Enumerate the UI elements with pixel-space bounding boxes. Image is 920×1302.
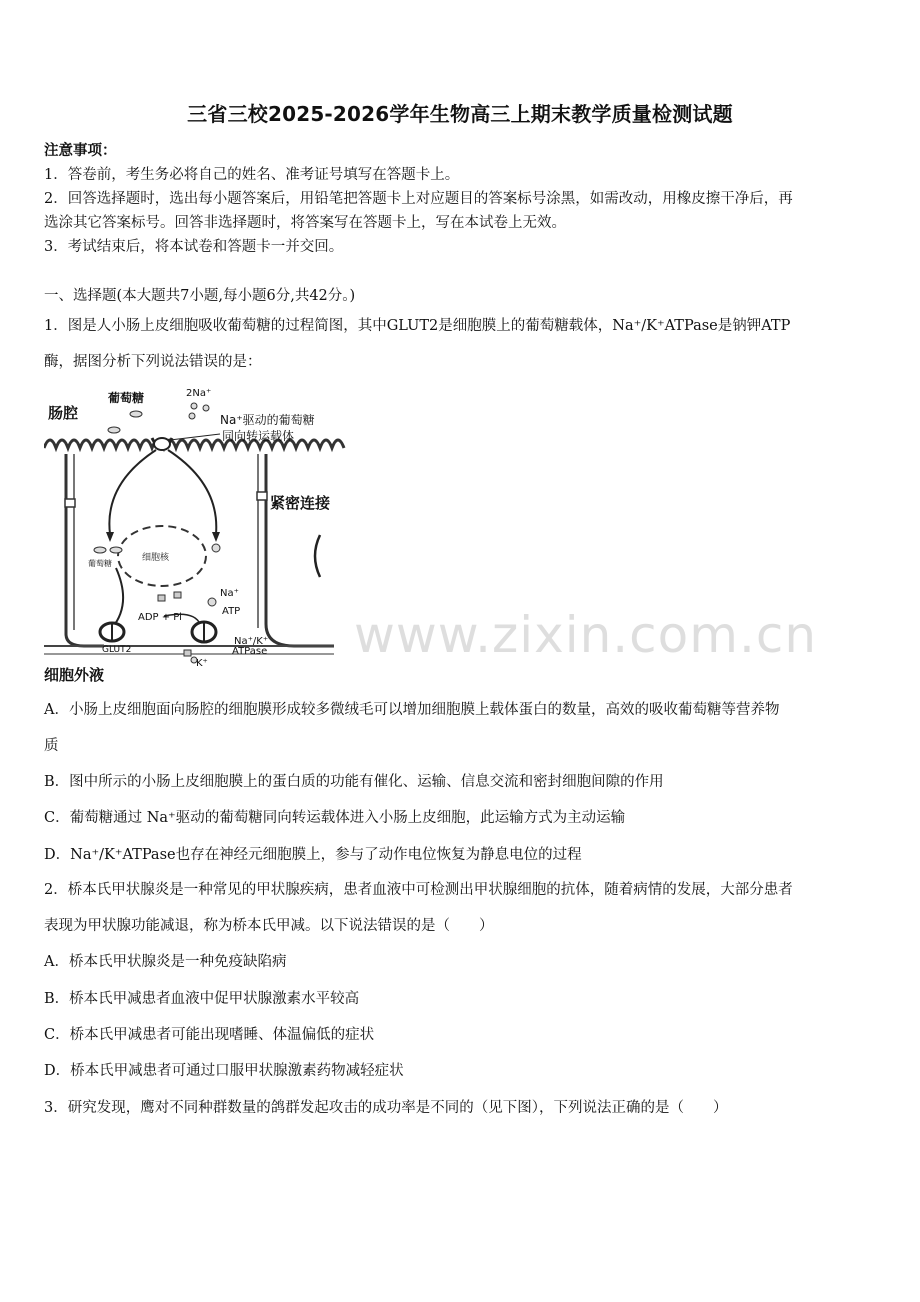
diagram-svg <box>44 384 354 674</box>
q3-stem-line1: 3．研究发现，鹰对不同种群数量的鸽群发起攻击的成功率是不同的（见下图），下列说法正确的是（ ） <box>44 1100 728 1116</box>
q2-option-a: A．桥本氏甲状腺炎是一种免疫缺陷病 <box>44 954 287 970</box>
nucleus-label: 细胞核 <box>142 553 170 563</box>
glucose-to-glut2-arrow <box>112 568 123 628</box>
notice-item-1: 1．答卷前，考生务必将自己的姓名、准考证号填写在答题卡上。 <box>44 167 460 183</box>
label-cotransporter-1: Na⁺驱动的葡萄糖 <box>220 413 315 427</box>
watermark: www.zixin.com.cn <box>354 606 818 664</box>
lumen-na-marker-3 <box>189 413 195 419</box>
label-na: Na⁺ <box>220 588 239 599</box>
label-tight-junction: 紧密连接 <box>270 494 331 512</box>
notice-item-3: 3．考试结束后，将本试卷和答题卡一并交回。 <box>44 239 344 255</box>
q1-option-c: C．葡萄糖通过 Na⁺驱动的葡萄糖同向转运载体进入小肠上皮细胞，此运输方式为主动运输 <box>44 810 626 826</box>
intestinal-cell-diagram <box>44 384 354 674</box>
tight-junction-marker-left <box>65 499 75 507</box>
q2-option-c: C．桥本氏甲减患者可能出现嗜睡、体温偏低的症状 <box>44 1027 375 1043</box>
q2-stem-line2: 表现为甲状腺功能减退，称为桥本氏甲减。以下说法错误的是（ ） <box>44 918 494 934</box>
adp-marker-2 <box>174 592 181 598</box>
lumen-na-marker-2 <box>203 405 209 411</box>
tight-junction-marker-right <box>257 492 267 500</box>
notice-item-2-cont: 选涂其它答案标号。回答非选择题时，将答案写在答题卡上，写在本试卷上无效。 <box>44 215 566 231</box>
lumen-glucose-marker-1 <box>130 411 142 417</box>
notice-item-2: 2．回答选择题时，选出每小题答案后，用铅笔把答题卡上对应题目的答案标号涂黑，如需改动，用橡皮擦干净后，再 <box>44 191 793 207</box>
atp-na-marker <box>208 598 216 606</box>
cell-glucose-marker-1 <box>94 547 106 553</box>
label-two-na: 2Na⁺ <box>186 388 212 399</box>
q2-stem-line1: 2．桥本氏甲状腺炎是一种常见的甲状腺疾病，患者血液中可检测出甲状腺细胞的抗体，随着病情的发展，大部分患者 <box>44 882 793 898</box>
label-atp: ATP <box>222 606 241 617</box>
cell-edge-bracket <box>308 533 324 579</box>
q2-option-d: D．桥本氏甲减患者可通过口服甲状腺激素药物减轻症状 <box>44 1063 404 1079</box>
page-title: 三省三校2025-2026学年生物高三上期末教学质量检测试题 <box>187 102 733 126</box>
label-k: K⁺ <box>196 658 208 669</box>
adp-marker-1 <box>158 595 165 601</box>
notice-heading: 注意事项： <box>44 142 117 159</box>
q1-option-b: B．图中所示的小肠上皮细胞膜上的蛋白质的功能有催化、运输、信息交流和密封细胞间隙的作用 <box>44 774 664 790</box>
cotransporter-body <box>154 438 170 450</box>
glucose-path-arrowhead <box>106 532 114 542</box>
label-intestine-lumen: 肠腔 <box>48 404 79 422</box>
lumen-na-marker-1 <box>191 403 197 409</box>
section-heading: 一、选择题(本大题共7小题,每小题6分,共42分。) <box>44 288 356 304</box>
q1-option-a-cont: 质 <box>44 738 59 754</box>
cell-na-marker <box>212 544 220 552</box>
label-extracellular-fluid: 细胞外液 <box>44 666 105 684</box>
label-cotransporter-2: 同向转运载体 <box>222 429 295 443</box>
q1-stem-line1: 1．图是人小肠上皮细胞吸收葡萄糖的过程简图，其中GLUT2是细胞膜上的葡萄糖载体，Na⁺/K⁺ATPase是钠钾ATP <box>44 318 791 334</box>
label-glut2: GLUT2 <box>102 645 132 655</box>
label-pump-2: ATPase <box>232 646 268 657</box>
q2-option-b: B．桥本氏甲减患者血液中促甲状腺激素水平较高 <box>44 991 360 1007</box>
glucose-path-arrow <box>109 450 156 534</box>
q1-option-d: D．Na⁺/K⁺ATPase也存在神经元细胞膜上，参与了动作电位恢复为静息电位的过程 <box>44 847 582 863</box>
lumen-glucose-marker-2 <box>108 427 120 433</box>
sodium-path-arrow <box>168 450 216 534</box>
k-marker <box>184 650 191 656</box>
q1-stem-line2: 酶，据图分析下列说法错误的是： <box>44 354 262 370</box>
label-glucose-small: 葡萄糖 <box>88 559 112 568</box>
q1-option-a: A．小肠上皮细胞面向肠腔的细胞膜形成较多微绒毛可以增加细胞膜上载体蛋白的数量，高效的吸收葡萄糖等营养物 <box>44 702 780 718</box>
microvilli-membrane <box>44 440 344 448</box>
sodium-path-arrowhead <box>212 532 220 542</box>
label-adp-pi: ADP + Pi <box>138 612 182 623</box>
label-glucose: 葡萄糖 <box>108 391 145 405</box>
label-pump-1: Na⁺/K⁺ <box>234 636 269 647</box>
cell-glucose-marker-2 <box>110 547 122 553</box>
